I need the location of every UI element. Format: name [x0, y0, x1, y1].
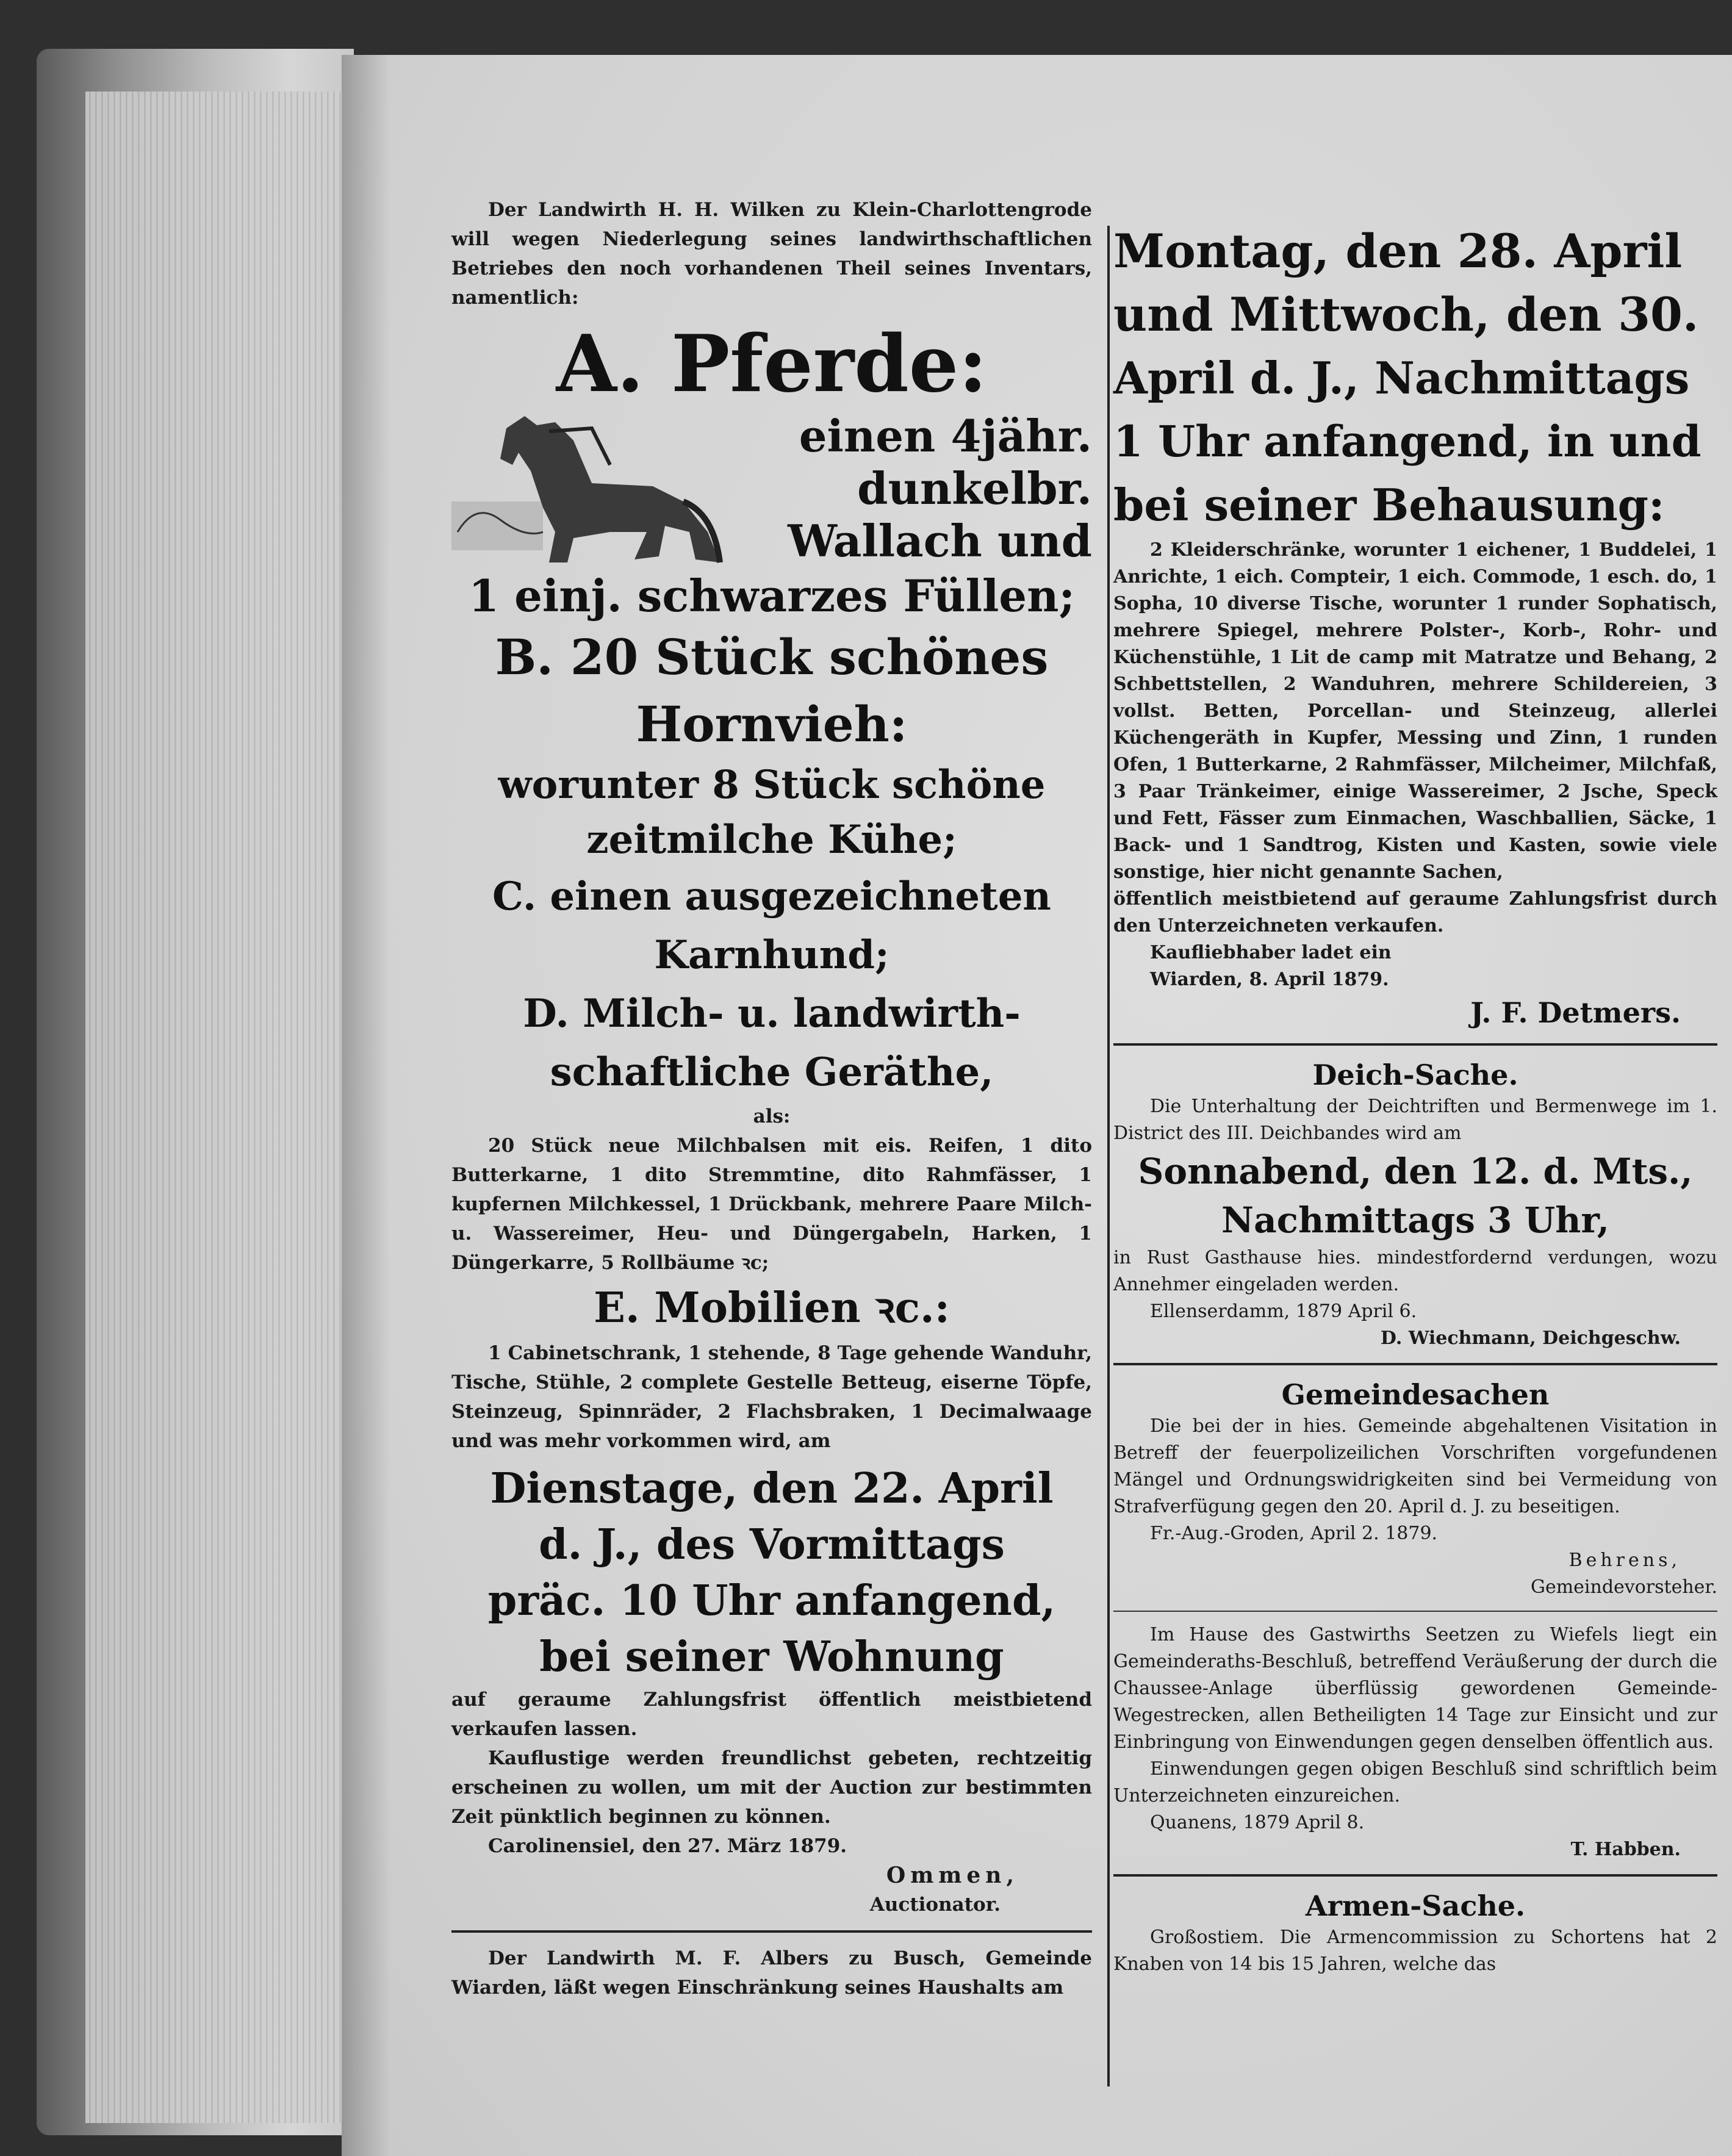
hause-place: Quanens, 1879 April 8.	[1150, 1812, 1365, 1833]
deich-big-1: Sonnabend, den 12. d. Mts.,	[1138, 1151, 1693, 1192]
hause-text-2: Einwendungen gegen obigen Beschluß sind schriftlich beim Unterzeichneten einzureichen.	[1113, 1758, 1717, 1806]
d-items-text: 20 Stück neue Milchbalsen mit eis. Reifen, 1 dito Butterkarne, 1 dito Stremmtine, dito Rahmfässer, 1 kupfernen Milchkessel, 1 Drückbank, mehrere Paare Milch- u. Wassereimer, Heu- und Düngergabeln, Harken, 1 Düngerkarre, 5 Rollbäume ꝛc;	[451, 1135, 1092, 1274]
horse-description	[708, 410, 1092, 567]
gemeinde-place: Fr.-Aug.-Groden, April 2. 1879.	[1150, 1523, 1438, 1544]
heading-d2: schaftliche Geräthe,	[550, 1049, 994, 1095]
next-ad-text: Der Landwirth M. F. Albers zu Busch, Gemeinde Wiarden, läßt wegen Einschränkung seines Haushalts am	[451, 1947, 1092, 1999]
deich-big-2: Nachmittags 3 Uhr,	[1221, 1199, 1609, 1241]
left-column	[451, 195, 1092, 2002]
b-line-1: worunter 8 Stück schöne	[498, 762, 1046, 808]
gutter-shadow	[342, 55, 390, 2156]
gemeinde-title: Gemeindesachen	[1281, 1378, 1550, 1411]
page-edges	[85, 92, 342, 2123]
items-closing: öffentlich meistbietend auf geraume Zahlungsfrist durch den Unterzeichneten verkaufen.	[1113, 888, 1717, 936]
right-big-4: 1 Uhr anfangend, in und	[1113, 416, 1701, 467]
deich-signer: D. Wiechmann, Deichgeschw.	[1380, 1328, 1681, 1349]
deich-text: Die Unterhaltung der Deichtriften und Bermenwege im 1. District des III. Deichbandes wird am	[1113, 1096, 1717, 1144]
gemeinde-text: Die bei der in hies. Gemeinde abgehaltenen Visitation in Betreff der feuerpolizeilichen Vorschriften vorgefundenen Mängel und Ordnungswidrigkeiten sind bei Vermeidung von Strafverfügung gegen den 20. April d. J. zu beseitigen.	[1113, 1415, 1717, 1517]
heading-b2: Hornvieh:	[636, 695, 908, 753]
armen-title: Armen-Sache.	[1305, 1889, 1526, 1922]
section-rule	[1113, 1043, 1717, 1046]
hause-signer: T. Habben.	[1570, 1839, 1681, 1860]
kaufliebhaber: Kaufliebhaber ladet ein	[1150, 942, 1392, 963]
date-line-3: präc. 10 Uhr anfangend,	[487, 1576, 1056, 1625]
section-rule	[1113, 1874, 1717, 1877]
deich-text-2: in Rust Gasthause hies. mindestfordernd verdungen, wozu Annehmer eingeladen werden.	[1113, 1247, 1717, 1295]
column-divider	[1107, 226, 1110, 2086]
right-big-1: Montag, den 28. April	[1113, 224, 1683, 278]
deich-title: Deich-Sache.	[1312, 1058, 1518, 1091]
heading-e: E. Mobilien ꝛc.:	[594, 1284, 950, 1332]
b-line-2: zeitmilche Kühe;	[586, 817, 957, 863]
date-line-4: bei seiner Wohnung	[539, 1633, 1004, 1681]
heading-c1: C. einen ausgezeichneten	[492, 874, 1051, 919]
items-text: 2 Kleiderschränke, worunter 1 eichener, 1 Buddelei, 1 Anrichte, 1 eich. Compteir, 1 eich. Commode, 1 esch. do, 1 Sopha, 10 diverse Tische, worunter 1 runder Sophatisch, mehrere Spiegel, mehrere Polster-, Korb-, Rohr- und Küchenstühle, 1 Lit de camp mit Matratze und Behang, 2 Schbettstellen, 2 Wanduhren, mehrere Schildereien, 3 vollst. Betten, Porcellan- und Steinzeug, allerlei Küchengeräth in Kupfer, Messing und Zinn, 1 runden Ofen, 1 Butterkarne, 2 Rahmfässer, Milcheimer, Milchfaß, 3 Paar Tränkeimer, einige Wassereimer, 2 Jsche, Speck und Fett, Fässer zum Einmachen, Waschballien, Säcke, 1 Back- und 1 Sandtrog, Kisten und Kasten, sowie viele sonstige, hier nicht genannte Sachen,	[1113, 539, 1717, 883]
signer: Ommen,	[886, 1863, 1019, 1888]
e-items-text: 1 Cabinetschrank, 1 stehende, 8 Tage gehende Wanduhr, Tische, Stühle, 2 complete Gestelle Betteug, eiserne Töpfe, Steinzeug, Spinnräder, 2 Flachsbraken, 1 Decimalwaage und was mehr vorkommen wird, am	[451, 1342, 1092, 1452]
armen-text: Großostiem. Die Armencommission zu Schortens hat 2 Knaben von 14 bis 15 Jahren, welche das	[1113, 1927, 1717, 1975]
section-rule	[1113, 1363, 1717, 1365]
closing-text: auf geraume Zahlungsfrist öffentlich meistbietend verkaufen lassen.	[451, 1689, 1092, 1740]
gemeinde-signer-title: Gemeindevorsteher.	[1530, 1576, 1717, 1598]
place-date: Carolinensiel, den 27. März 1879.	[488, 1835, 847, 1857]
section-rule	[451, 1930, 1092, 1933]
horse-line-2: dunkelbr.	[857, 462, 1092, 514]
als-label: als:	[753, 1105, 791, 1127]
horse-line-1: einen 4jähr.	[799, 410, 1092, 462]
heading-d1: D. Milch- u. landwirth-	[523, 991, 1021, 1037]
right-big-5: bei seiner Behausung:	[1113, 479, 1665, 531]
section-rule	[1113, 1611, 1717, 1612]
detmers-signer: J. F. Detmers.	[1470, 996, 1681, 1029]
right-big-3: April d. J., Nachmittags	[1113, 352, 1690, 404]
hause-text: Im Hause des Gastwirths Seetzen zu Wiefels liegt ein Gemeinderaths-Beschluß, betreffend Veräußerung der durch die Chaussee-Anlage überflüssig gewordenen Gemeinde-Wegestrecken, allen Betheiligten 14 Tage zur Einsicht und zur Einbringung von Einwendungen gegen denselben öffentlich aus.	[1113, 1624, 1717, 1753]
horse-section	[451, 410, 1092, 569]
horse-line-4: 1 einj. schwarzes Füllen;	[468, 570, 1076, 622]
kauf-text: Kauflustige werden freundlichst gebeten, rechtzeitig erscheinen zu wollen, um mit der Auction zur bestimmten Zeit pünktlich beginnen zu können.	[451, 1747, 1092, 1828]
date-line-2: d. J., des Vormittags	[539, 1520, 1005, 1569]
date-line-1: Dienstage, den 22. April	[490, 1464, 1054, 1513]
horse-line-3: Wallach und	[788, 515, 1092, 567]
wiarden-date: Wiarden, 8. April 1879.	[1150, 969, 1389, 990]
right-big-2: und Mittwoch, den 30.	[1113, 287, 1699, 342]
signer-title: Auctionator.	[869, 1894, 1001, 1916]
right-column	[1113, 220, 1717, 1978]
heading-a: A. Pferde:	[556, 318, 988, 410]
heading-c2: Karnhund;	[654, 932, 889, 978]
deich-place: Ellenserdamm, 1879 April 6.	[1150, 1301, 1417, 1322]
gemeinde-signer: Behrens,	[1569, 1550, 1681, 1571]
heading-b1: B. 20 Stück schönes	[495, 628, 1049, 686]
auction-intro: Der Landwirth H. H. Wilken zu Klein-Charlottengrode will wegen Niederlegung seines landwirthschaftlichen Betriebes den noch vorhandenen Theil seines Inventars, namentlich:	[451, 199, 1092, 309]
horse-illustration	[451, 410, 726, 569]
